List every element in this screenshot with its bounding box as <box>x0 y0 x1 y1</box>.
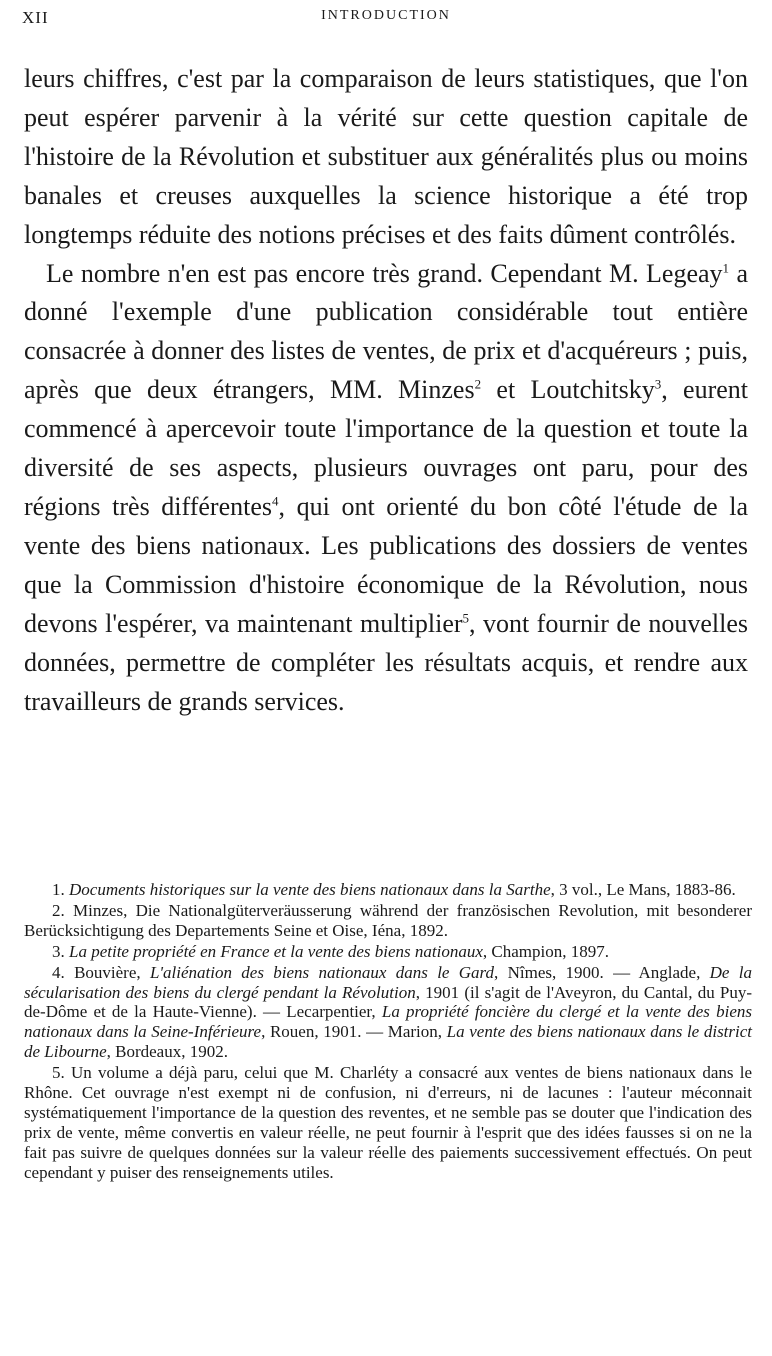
footnote-5 <box>24 1063 752 1182</box>
footnote-3-number: 3. <box>52 941 65 961</box>
footnote-4-part-d: , Rouen, 1901. — Marion, <box>261 1022 447 1042</box>
paragraph-2-part-c: et Loutchitsky <box>481 375 655 405</box>
footnote-4-title-3: La propriété foncière du clergé et la vente des biens nationaux dans la Seine-Inférieure <box>24 1002 752 1042</box>
paragraph-2-part-e: , qui ont orienté du bon côté l'étude de la vente des biens nationaux. Les publications des dossiers de ventes que la Commission d'histoire économique de la Révolution, nous devons l'espérer, va maintenant multiplier <box>24 491 749 638</box>
paragraph-2-part-d: , eurent commencé à apercevoir toute l'importance de la question et toute la diversité de ses aspects, plusieurs ouvrages ont paru, pour des régions très différentes <box>24 375 748 521</box>
footnote-ref-2: 2 <box>474 376 482 392</box>
footnote-5-number: 5. <box>52 1063 65 1083</box>
paragraph-2-part-b: a donné l'exemple d'une publication considérable tout entière consacrée à donner des listes de ventes, de prix et d'acquéreurs ; puis, après que deux étrangers, MM. Minzes <box>24 258 748 405</box>
footnote-3-title: La petite propriété en France et la vente des biens nationaux <box>69 941 483 961</box>
paragraph-2-part-a: Le nombre n'en est pas encore très grand. Cependant M. Legeay <box>46 258 723 288</box>
paragraph-2 <box>24 255 748 722</box>
main-text <box>24 60 748 721</box>
footnote-4 <box>24 963 752 1063</box>
footnote-1-rest: , 3 vol., Le Mans, 1883-86. <box>550 880 736 899</box>
footnote-4-title-1: L'aliénation des biens nationaux dans le Gard <box>149 962 495 982</box>
footnote-ref-5: 5 <box>462 610 470 626</box>
footnote-3-rest: , Champion, 1897. <box>482 941 609 961</box>
footnote-4-number: 4. <box>52 962 65 982</box>
footnote-1-title: Documents historiques sur la vente des biens nationaux dans la Sarthe <box>69 880 551 899</box>
footnote-2-text: Minzes, Die Nationalgüterveräusserung während der französischen Revolution, mit besonderer Berücksichtigung des Departements Seine et Oise, Iéna, 1892. <box>24 900 752 940</box>
footnote-ref-3: 3 <box>654 376 662 392</box>
footnote-4-part-a: Bouvière, <box>74 962 150 982</box>
footnote-1-number: 1. <box>52 880 65 899</box>
footnote-4-part-c: , 1901 (il s'agit de l'Aveyron, du Cantal, du Puy-de-Dôme et de la Haute-Vienne). — Lecarpentier, <box>24 982 752 1022</box>
footnote-4-part-b: , Nîmes, 1900. — Anglade, <box>494 962 710 982</box>
running-title: INTRODUCTION <box>321 8 451 23</box>
running-head <box>22 8 750 38</box>
footnote-5-text: Un volume a déjà paru, celui que M. Charléty a consacré aux ventes de biens nationaux dans le Rhône. Cet ouvrage n'est exempt ni de confusion, ni d'erreurs, ni de lacunes : l'auteur méconnait systématiquement l'importance de la question des reventes, et ne semble pas se douter que l'indication des prix de vente, même convertis en valeur réelle, ne peut fournir à l'esprit que des idées fausses si on ne la fait pas suivre de quelques données sur la valeur réelle des paiements successivement effectués. On peut cependant y puiser des renseignements utiles. <box>24 1063 753 1182</box>
footnote-1 <box>24 880 752 900</box>
footnote-4-title-2: De la sécularisation des biens du clergé pendant la Révolution <box>24 962 753 1002</box>
footnote-2-number: 2. <box>52 900 65 920</box>
paragraph-1: leurs chiffres, c'est par la comparaison de leurs statistiques, que l'on peut espérer parvenir à la vérité sur cette question capitale de l'histoire de la Révolution et substituer aux généralités plus ou moins banales et creuses auxquelles la science historique a été trop longtemps réduite des notions précises et des faits dûment contrôlés. <box>24 64 748 249</box>
footnote-4-part-e: , Bordeaux, 1902. <box>106 1042 228 1062</box>
footnote-3 <box>24 942 752 962</box>
page-number: XII <box>22 8 49 27</box>
footnote-4-title-4: La vente des biens nationaux dans le district de Libourne <box>24 1022 753 1062</box>
footnote-2 <box>24 901 752 941</box>
footnote-ref-1: 1 <box>722 259 730 275</box>
paragraph-2-part-f: , vont fournir de nouvelles données, permettre de compléter les résultats acquis, et rendre aux travailleurs de grands services. <box>24 608 748 716</box>
footnotes <box>24 880 752 1183</box>
footnote-ref-4: 4 <box>272 493 279 509</box>
